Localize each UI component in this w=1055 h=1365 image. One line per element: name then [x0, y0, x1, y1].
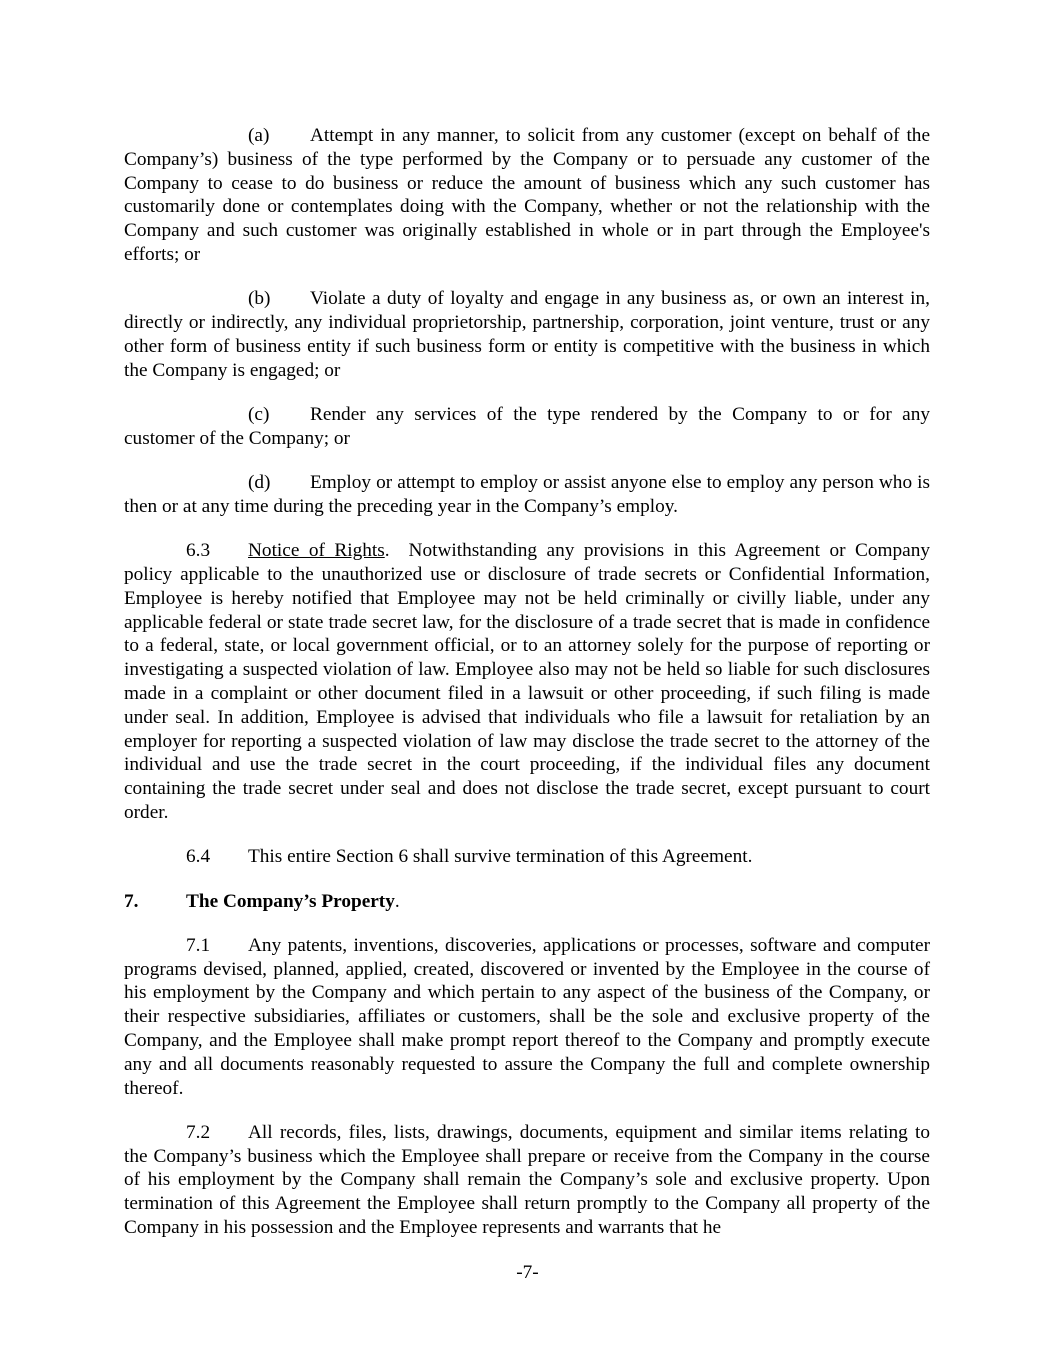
section-7-2-text: All records, files, lists, drawings, documents, equipment and similar items relating to the Company’s business which the Employee shall prepare or receive from the Company in the course of his employment by the Company shall remain the Company’s sole and exclusive property. Upon termination of this Agreement the Employee shall return promptly to the Company all property of the Company in his possession and the Employee represents and warrants that he	[124, 1121, 930, 1239]
clause-d-text: Employ or attempt to employ or assist anyone else to employ any person who is then or at any time during the preceding year in the Company’s employ.	[124, 472, 930, 517]
section-7-1	[124, 934, 930, 1101]
clause-b-text: Violate a duty of loyalty and engage in any business as, or own an interest in, directly or indirectly, any individual proprietorship, partnership, corporation, joint venture, trust or any other form of business entity if such business form or entity is competitive with the business in which the Company is engaged; or	[124, 288, 930, 381]
section-6-4-text: This entire Section 6 shall survive termination of this Agreement.	[248, 846, 753, 868]
clause-a	[124, 124, 930, 267]
clause-b-label: (b)	[248, 288, 271, 310]
section-7-title: The Company’s Property	[186, 890, 395, 912]
section-7-title-punct: .	[394, 890, 400, 912]
clause-d	[124, 471, 930, 519]
clause-c-label: (c)	[248, 403, 270, 425]
clause-c-text: Render any services of the type rendered by the Company to or for any customer of the Company; or	[124, 403, 930, 449]
section-6-3	[124, 539, 930, 825]
section-6-4-number: 6.4	[186, 846, 211, 868]
section-7-heading	[124, 890, 930, 914]
section-6-3-text: Notwithstanding any provisions in this Agreement or Company policy applicable to the unauthorized use or disclosure of trade secrets or Confidential Information, Employee is hereby notified that Employee may not be held criminally or civilly liable, under any applicable federal or state trade secret law, for the disclosure of a trade secret that is made in confidence to a federal, state, or local government official, or to an attorney solely for the purpose of reporting or investigating a suspected violation of law. Employee also may not be held so liable for such disclosures made in a complaint or other document filed in a lawsuit or other proceeding, if such filing is made under seal. In addition, Employee is advised that individuals who file a lawsuit for retaliation by an employer for reporting a suspected violation of law may disclose the trade secret to the attorney of the individual and use the trade secret in the court proceeding, if the individual files any document containing the trade secret under seal and does not disclose the trade secret, except pursuant to court order.	[124, 540, 930, 823]
section-7-1-text: Any patents, inventions, discoveries, applications or processes, software and computer programs devised, planned, applied, created, discovered or invented by the Employee in the course of his employment by the Company and which pertain to any aspect of the business of the Company, or their respective subsidiaries, affiliates or customers, shall be the sole and exclusive property of the Company, and the Employee shall make prompt report thereof to the Company and promptly execute any and all documents reasonably requested to assure the Company the full and complete ownership thereof.	[124, 934, 930, 1099]
page-number: -7-	[516, 1262, 539, 1283]
clause-c	[124, 403, 930, 451]
clause-a-text: Attempt in any manner, to solicit from any customer (except on behalf of the Company’s) business of the type performed by the Company or to persuade any customer of the Company to cease to do business or reduce the amount of business which any such customer has customarily done or contemplates doing with the Company, whether or not the relationship with the Company and such customer was originally established in whole or in part through the Employee's efforts; or	[124, 125, 930, 265]
section-6-4	[124, 845, 930, 869]
document-page	[124, 124, 930, 1240]
clause-b	[124, 287, 930, 382]
section-7-2-number: 7.2	[186, 1121, 211, 1143]
section-6-3-title-punct: .	[384, 540, 390, 562]
section-6-3-title: Notice of Rights	[248, 540, 385, 562]
clause-d-label: (d)	[248, 472, 271, 494]
clause-a-label: (a)	[248, 125, 270, 146]
section-7-1-number: 7.1	[186, 934, 211, 956]
section-6-3-number: 6.3	[186, 540, 211, 562]
section-7-number: 7.	[124, 890, 139, 912]
section-7-2	[124, 1121, 930, 1240]
